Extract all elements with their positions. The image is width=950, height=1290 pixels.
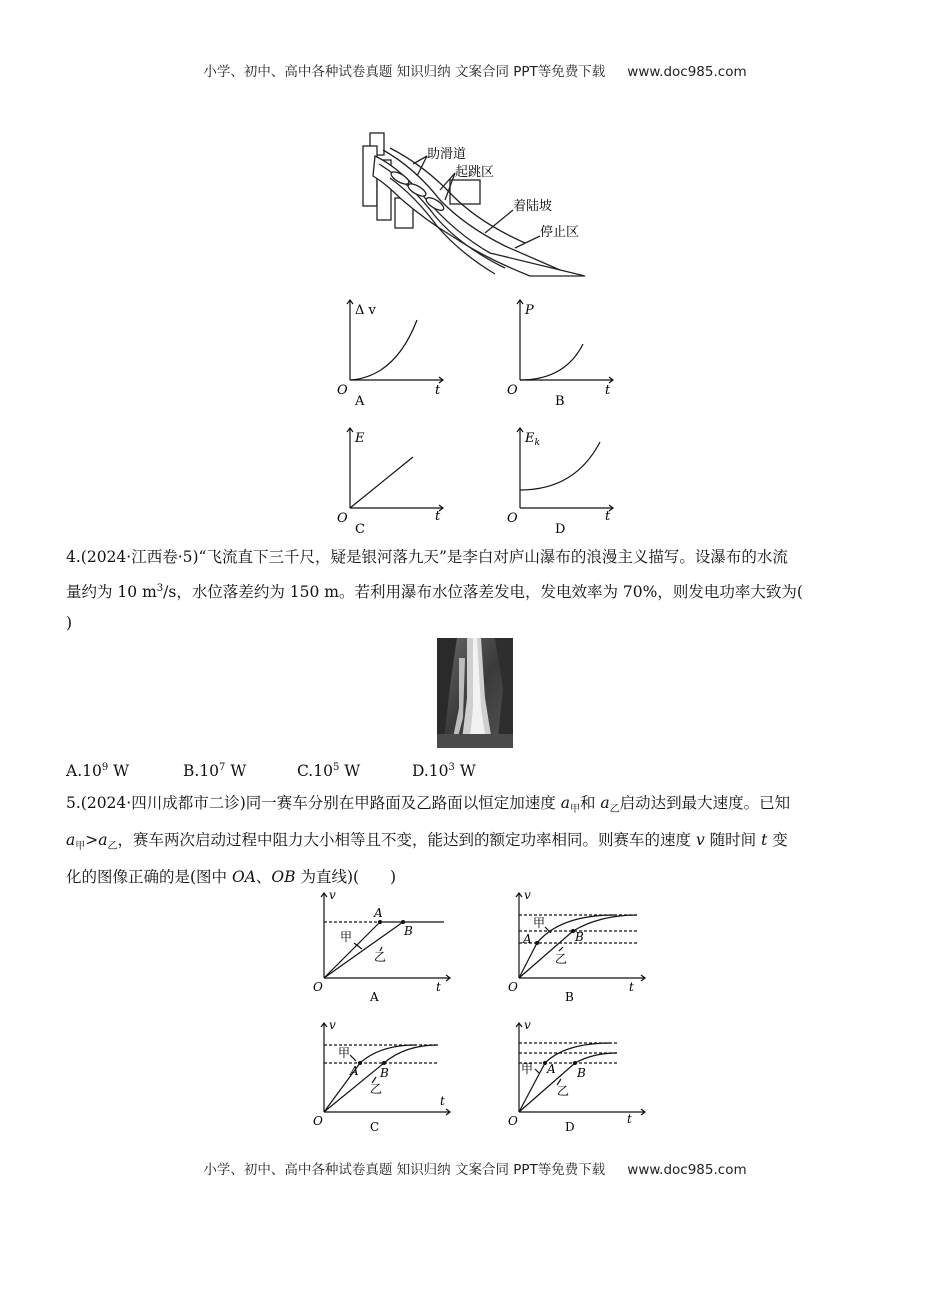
- q5-b-v: v: [524, 888, 531, 902]
- q4-option-d[interactable]: $D.10^3$ W: [412, 762, 476, 781]
- q3-graph-a: [335, 292, 455, 412]
- q5-d-O: O: [508, 1114, 518, 1128]
- q3-d-option: D: [555, 522, 566, 537]
- q5-graph-d: [505, 1015, 655, 1135]
- q3-a-xlabel: t: [435, 383, 441, 398]
- q3-c-xlabel: t: [435, 509, 441, 524]
- header-text: 小学、初中、高中各种试卷真题 知识归纳 文案合同 PPT等免费下载: [203, 64, 606, 80]
- waterfall-photo: [437, 638, 513, 748]
- q3-graph-b: [505, 292, 625, 412]
- q5-a-O: O: [313, 980, 323, 994]
- q4-line3: ): [66, 614, 73, 633]
- q4-line2: 量约为 10 $m^3/s$，水位落差约为 150 m。若利用瀑布水位落差发电，发电效率为 70%，则发电功率大致为(: [66, 583, 803, 602]
- q3-b-xlabel: t: [605, 383, 611, 398]
- q5-a-pointB: B: [404, 924, 413, 938]
- ski-label-3: 停止区: [540, 225, 580, 240]
- q5-graph-a: [310, 885, 460, 1005]
- q3-c-origin: O: [337, 511, 348, 526]
- q4-option-b[interactable]: $B.10^7$ W: [183, 762, 247, 781]
- q3-a-option: A: [355, 394, 365, 409]
- q3-a-curve: [350, 320, 417, 380]
- q5-graph-c: [310, 1015, 460, 1135]
- q5-line2: $a_甲>a_乙$，赛车两次启动过程中阻力大小相等且不变，能达到的额定功率相同。则赛车的速度 v 随时间 t 变: [66, 831, 788, 853]
- q5-c-v: v: [329, 1018, 336, 1032]
- q5-c-pointB: B: [380, 1066, 389, 1080]
- q5-c-jia: 甲: [338, 1046, 351, 1060]
- q4-option-c[interactable]: $C.10^5$ W: [297, 762, 361, 781]
- footer-text: 小学、初中、高中各种试卷真题 知识归纳 文案合同 PPT等免费下载: [203, 1162, 606, 1178]
- q5-a-jia: 甲: [340, 930, 353, 944]
- q3-c-option: C: [355, 522, 365, 537]
- q5-d-yi: 乙: [557, 1084, 570, 1098]
- q3-b-option: B: [555, 394, 565, 409]
- q3-d-ylabel: $E_k$: [525, 431, 540, 448]
- q5-d-option: D: [565, 1120, 575, 1134]
- q5-b-jia: 甲: [533, 916, 546, 930]
- q5-b-yi: 乙: [555, 952, 568, 966]
- q3-a-origin: O: [337, 383, 348, 398]
- q5-b-O: O: [508, 980, 518, 994]
- q4-option-a[interactable]: $A.10^9$ W: [66, 762, 130, 781]
- q5-d-pointB: B: [577, 1066, 586, 1080]
- q4-line1: 4.(2024·江西卷·5)“飞流直下三千尺，疑是银河落九天”是李白对庐山瀑布的浪漫主义描写。设瀑布的水流: [66, 548, 788, 566]
- q5-a-yi: 乙: [374, 950, 387, 964]
- q3-c-line: [350, 457, 413, 508]
- q3-graph-d: [505, 420, 625, 540]
- q3-d-curve: [520, 442, 600, 490]
- q3-d-xlabel: t: [605, 509, 611, 524]
- page-header: [0, 60, 950, 80]
- q5-line3: 化的图像正确的是(图中 OA、OB 为直线)( ): [66, 868, 397, 887]
- ski-label-0: 助滑道: [427, 147, 467, 162]
- footer-url[interactable]: www.doc985.com: [627, 1162, 747, 1178]
- q5-d-t: t: [627, 1112, 632, 1126]
- q5-a-v: v: [329, 888, 336, 902]
- q3-b-curve: [520, 344, 583, 380]
- q5-a-option: A: [370, 990, 379, 1004]
- q5-c-O: O: [313, 1114, 323, 1128]
- q3-b-ylabel: P: [525, 303, 534, 318]
- q5-text: [66, 788, 886, 893]
- q5-a-t: t: [436, 980, 441, 994]
- q3-c-ylabel: E: [355, 431, 365, 446]
- q3-b-origin: O: [507, 383, 518, 398]
- q5-b-pointA: A: [523, 932, 532, 946]
- q5-d-jia: 甲: [521, 1062, 534, 1076]
- q3-d-origin: O: [507, 511, 518, 526]
- ski-label-1: 起跳区: [455, 165, 495, 180]
- q5-c-pointA: A: [350, 1064, 359, 1078]
- q5-d-pointA: A: [547, 1062, 556, 1076]
- q3-a-ylabel: Δ v: [355, 303, 376, 318]
- q5-graph-b: [505, 885, 655, 1005]
- q5-d-v: v: [524, 1018, 531, 1032]
- ski-label-2: 着陆坡: [513, 199, 553, 214]
- q5-c-t: t: [440, 1094, 445, 1108]
- q5-b-option: B: [565, 990, 574, 1004]
- header-url[interactable]: www.doc985.com: [627, 64, 747, 80]
- q5-a-pointA: A: [374, 906, 383, 920]
- ski-jump-figure: [355, 128, 595, 280]
- q5-b-t: t: [629, 980, 634, 994]
- q5-b-pointB: B: [575, 930, 584, 944]
- q5-line1: 5.(2024·四川成都市二诊)同一赛车分别在甲路面及乙路面以恒定加速度 $a_甲$和 $a_乙$启动达到最大速度。已知: [66, 794, 791, 816]
- q5-c-yi: 乙: [370, 1082, 383, 1096]
- q5-c-option: C: [370, 1120, 380, 1134]
- page-footer: [0, 1158, 950, 1178]
- q3-graph-c: [335, 420, 455, 540]
- q4-text: [66, 542, 886, 639]
